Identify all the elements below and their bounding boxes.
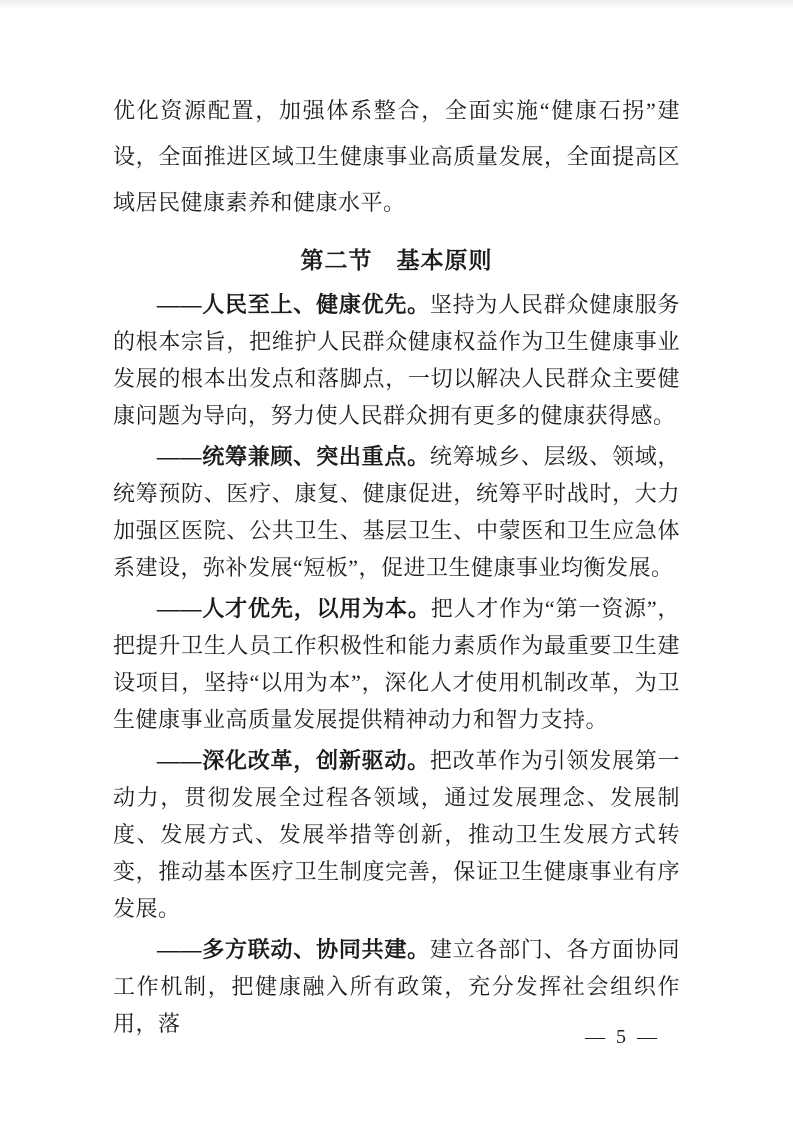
intro-paragraph: 优化资源配置，加强体系整合，全面实施“健康石拐”建设，全面推进区域卫生健康事业高质量发展，全面提高区域居民健康素养和健康水平。 xyxy=(113,98,680,215)
principle-body: 把改革作为引领发展第一动力，贯彻发展全过程各领域，通过发展理念、发展制度、发展方式、发展举措等创新，推动卫生发展方式转变，推动基本医疗卫生制度完善，保证卫生健康事业有序发展。 xyxy=(113,748,680,921)
principle-lead: ——人民至上、健康优先。 xyxy=(157,292,430,317)
principle-lead: ——人才优先，以用为本。 xyxy=(157,596,431,621)
principle-paragraph xyxy=(113,742,680,927)
principle-paragraph xyxy=(113,286,680,434)
principle-body: 建立各部门、各方面协同工作机制，把健康融入所有政策，充分发挥社会组织作用，落 xyxy=(113,937,680,1036)
principle-body: 坚持为人民群众健康服务的根本宗旨，把维护人民群众健康权益作为卫生健康事业发展的根本出发点和落脚点，一切以解决人民群众主要健康问题为导向，努力使人民群众拥有更多的健康获得感。 xyxy=(113,292,680,428)
page-number: — 5 — xyxy=(585,1026,660,1048)
page-content xyxy=(113,88,680,1042)
principle-body: 把人才作为“第一资源”，把提升卫生人员工作积极性和能力素质作为最重要卫生建设项目，坚持“以用为本”，深化人才使用机制改革，为卫生健康事业高质量发展提供精神动力和智力支持。 xyxy=(113,596,680,732)
principle-lead: ——深化改革，创新驱动。 xyxy=(157,748,430,773)
principle-paragraph xyxy=(113,438,680,586)
principle-lead: ——多方联动、协同共建。 xyxy=(157,937,430,962)
principle-paragraph xyxy=(113,590,680,738)
principle-lead: ——统筹兼顾、突出重点。 xyxy=(157,444,430,469)
principle-body: 统筹城乡、层级、领域，统筹预防、医疗、康复、健康促进，统筹平时战时，大力加强区医院、公共卫生、基层卫生、中蒙医和卫生应急体系建设，弥补发展“短板”，促进卫生健康事业均衡发展。 xyxy=(113,444,680,580)
section-heading: 第二节 基本原则 xyxy=(300,248,493,273)
